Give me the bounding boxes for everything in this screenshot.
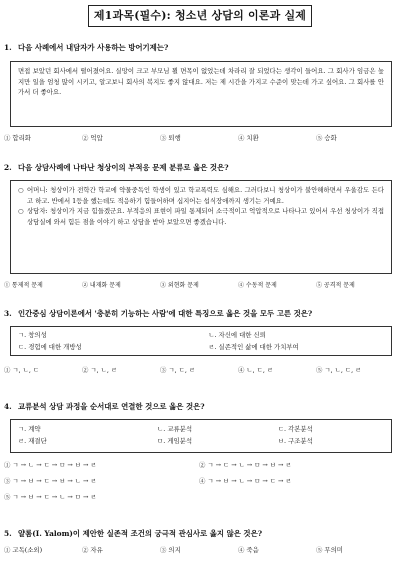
- choice-3[interactable]: ③ ㄱ → ㅂ → ㄷ → ㅂ → ㄴ → ㄹ: [4, 477, 97, 485]
- choice-5[interactable]: ⑤ 공격적 문제: [316, 282, 355, 289]
- choice-2[interactable]: ② ㄱ → ㄷ → ㄴ → ㅁ → ㅂ → ㄹ: [199, 461, 292, 469]
- bullet-text: 어머니: 청상이가 전학간 학교에 약물중독인 학생이 있고 학교폭력도 심해요. 그러다보니 청상이가 불안해하면서 우울감도 든다고 하고. 반에서 1등을 했는데도 적응하기 힘들어하며 십지어는 섭식장애까지 생기는 거예요.: [27, 186, 384, 205]
- question-number: 4.: [4, 402, 12, 411]
- question-1-title: [4, 43, 394, 53]
- question-text: 얄롬(I. Yalom)이 제안한 실존적 조건의 궁극적 관심사로 옳지 않은 것은?: [18, 529, 263, 538]
- item: ㅂ. 구조분석: [277, 436, 313, 445]
- choice-4[interactable]: ④ ㄴ, ㄷ, ㄹ: [238, 366, 274, 374]
- choice-5[interactable]: ⑤ ㄱ → ㅂ → ㄷ → ㄴ → ㅁ → ㄹ: [4, 493, 97, 501]
- choice-1[interactable]: ① 고독(소외): [4, 546, 43, 554]
- choice-4[interactable]: ④ 죽음: [238, 546, 259, 554]
- question-3-items-box: [10, 326, 392, 356]
- question-4-items-box: [10, 419, 392, 453]
- choice-1[interactable]: ① 합리화: [4, 134, 31, 142]
- item: ㄹ. 재결단: [18, 436, 47, 445]
- choice-2[interactable]: ② 내재화 문제: [82, 282, 121, 289]
- question-text: 다음 사례에서 내담자가 사용하는 방어기제는?: [18, 43, 169, 52]
- question-4-choices-row-2: [4, 476, 394, 486]
- question-text: 다음 상담사례에 나타난 청상이의 부적응 문제 분류로 옳은 것은?: [18, 163, 229, 172]
- item: ㄴ. 자신에 대한 신뢰: [208, 331, 266, 339]
- item: ㄴ. 교류분석: [157, 425, 193, 433]
- choice-3[interactable]: ③ ㄱ, ㄷ, ㄹ: [160, 366, 196, 374]
- item: ㄷ. 각본분석: [277, 425, 313, 433]
- bullet-mark: ○: [18, 207, 24, 215]
- question-4-choices-row-3: [4, 492, 394, 502]
- choice-3[interactable]: ③ 퇴행: [160, 134, 181, 142]
- items-grid: [18, 330, 384, 352]
- item: ㄹ. 실존적인 삶에 대한 가치부여: [208, 342, 299, 351]
- question-2-title: [4, 163, 394, 173]
- question-number: 1.: [4, 43, 12, 52]
- question-1-passage-box: [10, 61, 392, 127]
- question-2-passage-box: [10, 180, 392, 274]
- question-3-choices: [4, 365, 394, 375]
- choice-3[interactable]: ③ 외현화 문제: [160, 282, 199, 289]
- question-5-choices: [4, 545, 394, 555]
- choice-5[interactable]: ⑤ 무의미: [316, 546, 343, 554]
- question-text: 인간중심 상담이론에서 '충분히 기능하는 사람'에 대한 특징으로 옳은 것을 모두 고른 것은?: [18, 309, 313, 318]
- question-3-title: [4, 309, 394, 319]
- item: ㅁ. 게임분석: [157, 436, 193, 445]
- passage-bullet: [18, 206, 384, 227]
- item: ㄱ. 창의성: [18, 331, 47, 339]
- choice-2[interactable]: ② ㄱ, ㄴ, ㄹ: [82, 366, 118, 374]
- question-number: 2.: [4, 163, 12, 172]
- item: ㄷ. 경험에 대한 개방성: [18, 342, 82, 351]
- bullet-mark: ○: [18, 186, 24, 194]
- question-number: 5.: [4, 529, 12, 538]
- passage-bullet: [18, 185, 384, 206]
- passage-text: 면접 보았던 회사에서 떨어졌어요. 실망이 크고 부모님 뵐 면목이 없었는데 차라리 잘 되었다는 생각이 들어요. 그 회사가 임금은 높지만 일을 엄청 많이 시키고, 알고보니 회사의 복지도 좋지 않대요. 저는 제 시간을 가지고 수준이 맞는데 가고 싶어요. 그 회사를 안가서 더 좋아요.: [18, 67, 384, 96]
- choice-4[interactable]: ④ 수동적 문제: [238, 282, 277, 289]
- items-grid: [18, 424, 384, 446]
- question-1-choices: [4, 133, 394, 143]
- choice-1[interactable]: ① ㄱ → ㄴ → ㄷ → ㅁ → ㅂ → ㄹ: [4, 461, 97, 469]
- question-4-choices-row-1: [4, 460, 394, 470]
- choice-2[interactable]: ② 자유: [82, 546, 103, 554]
- choice-1[interactable]: ① ㄱ, ㄴ, ㄷ: [4, 366, 40, 374]
- bullet-text: 상담자: 청상이가 지금 힘들겠군요. 부적응의 표현이 파일 통제되어 소극적이고 억압적으로 나타나고 있어서 우선 청상이가 직접 상담실에 와서 힘든 점을 이야기 하고 상담을 받아 보았으면 좋겠습니다.: [27, 207, 384, 226]
- question-4-title: [4, 402, 394, 412]
- question-number: 3.: [4, 309, 12, 318]
- item: ㄱ. 계약: [18, 425, 41, 433]
- exam-title: 제1과목(필수): 청소년 상담의 이론과 실제: [88, 5, 312, 27]
- choice-4[interactable]: ④ 치환: [238, 134, 259, 142]
- choice-4[interactable]: ④ ㄱ → ㅂ → ㄴ → ㅁ → ㄷ → ㄹ: [199, 477, 292, 485]
- choice-2[interactable]: ② 억압: [82, 134, 103, 142]
- question-text: 교류분석 상담 과정을 순서대로 연결한 것으로 옳은 것은?: [18, 402, 205, 411]
- choice-3[interactable]: ③ 의지: [160, 546, 181, 554]
- question-2-choices: [4, 281, 394, 291]
- question-5-title: [4, 529, 394, 539]
- choice-5[interactable]: ⑤ 승화: [316, 134, 337, 142]
- choice-5[interactable]: ⑤ ㄱ, ㄴ, ㄷ, ㄹ: [316, 366, 362, 374]
- choice-1[interactable]: ① 통제적 문제: [4, 282, 43, 289]
